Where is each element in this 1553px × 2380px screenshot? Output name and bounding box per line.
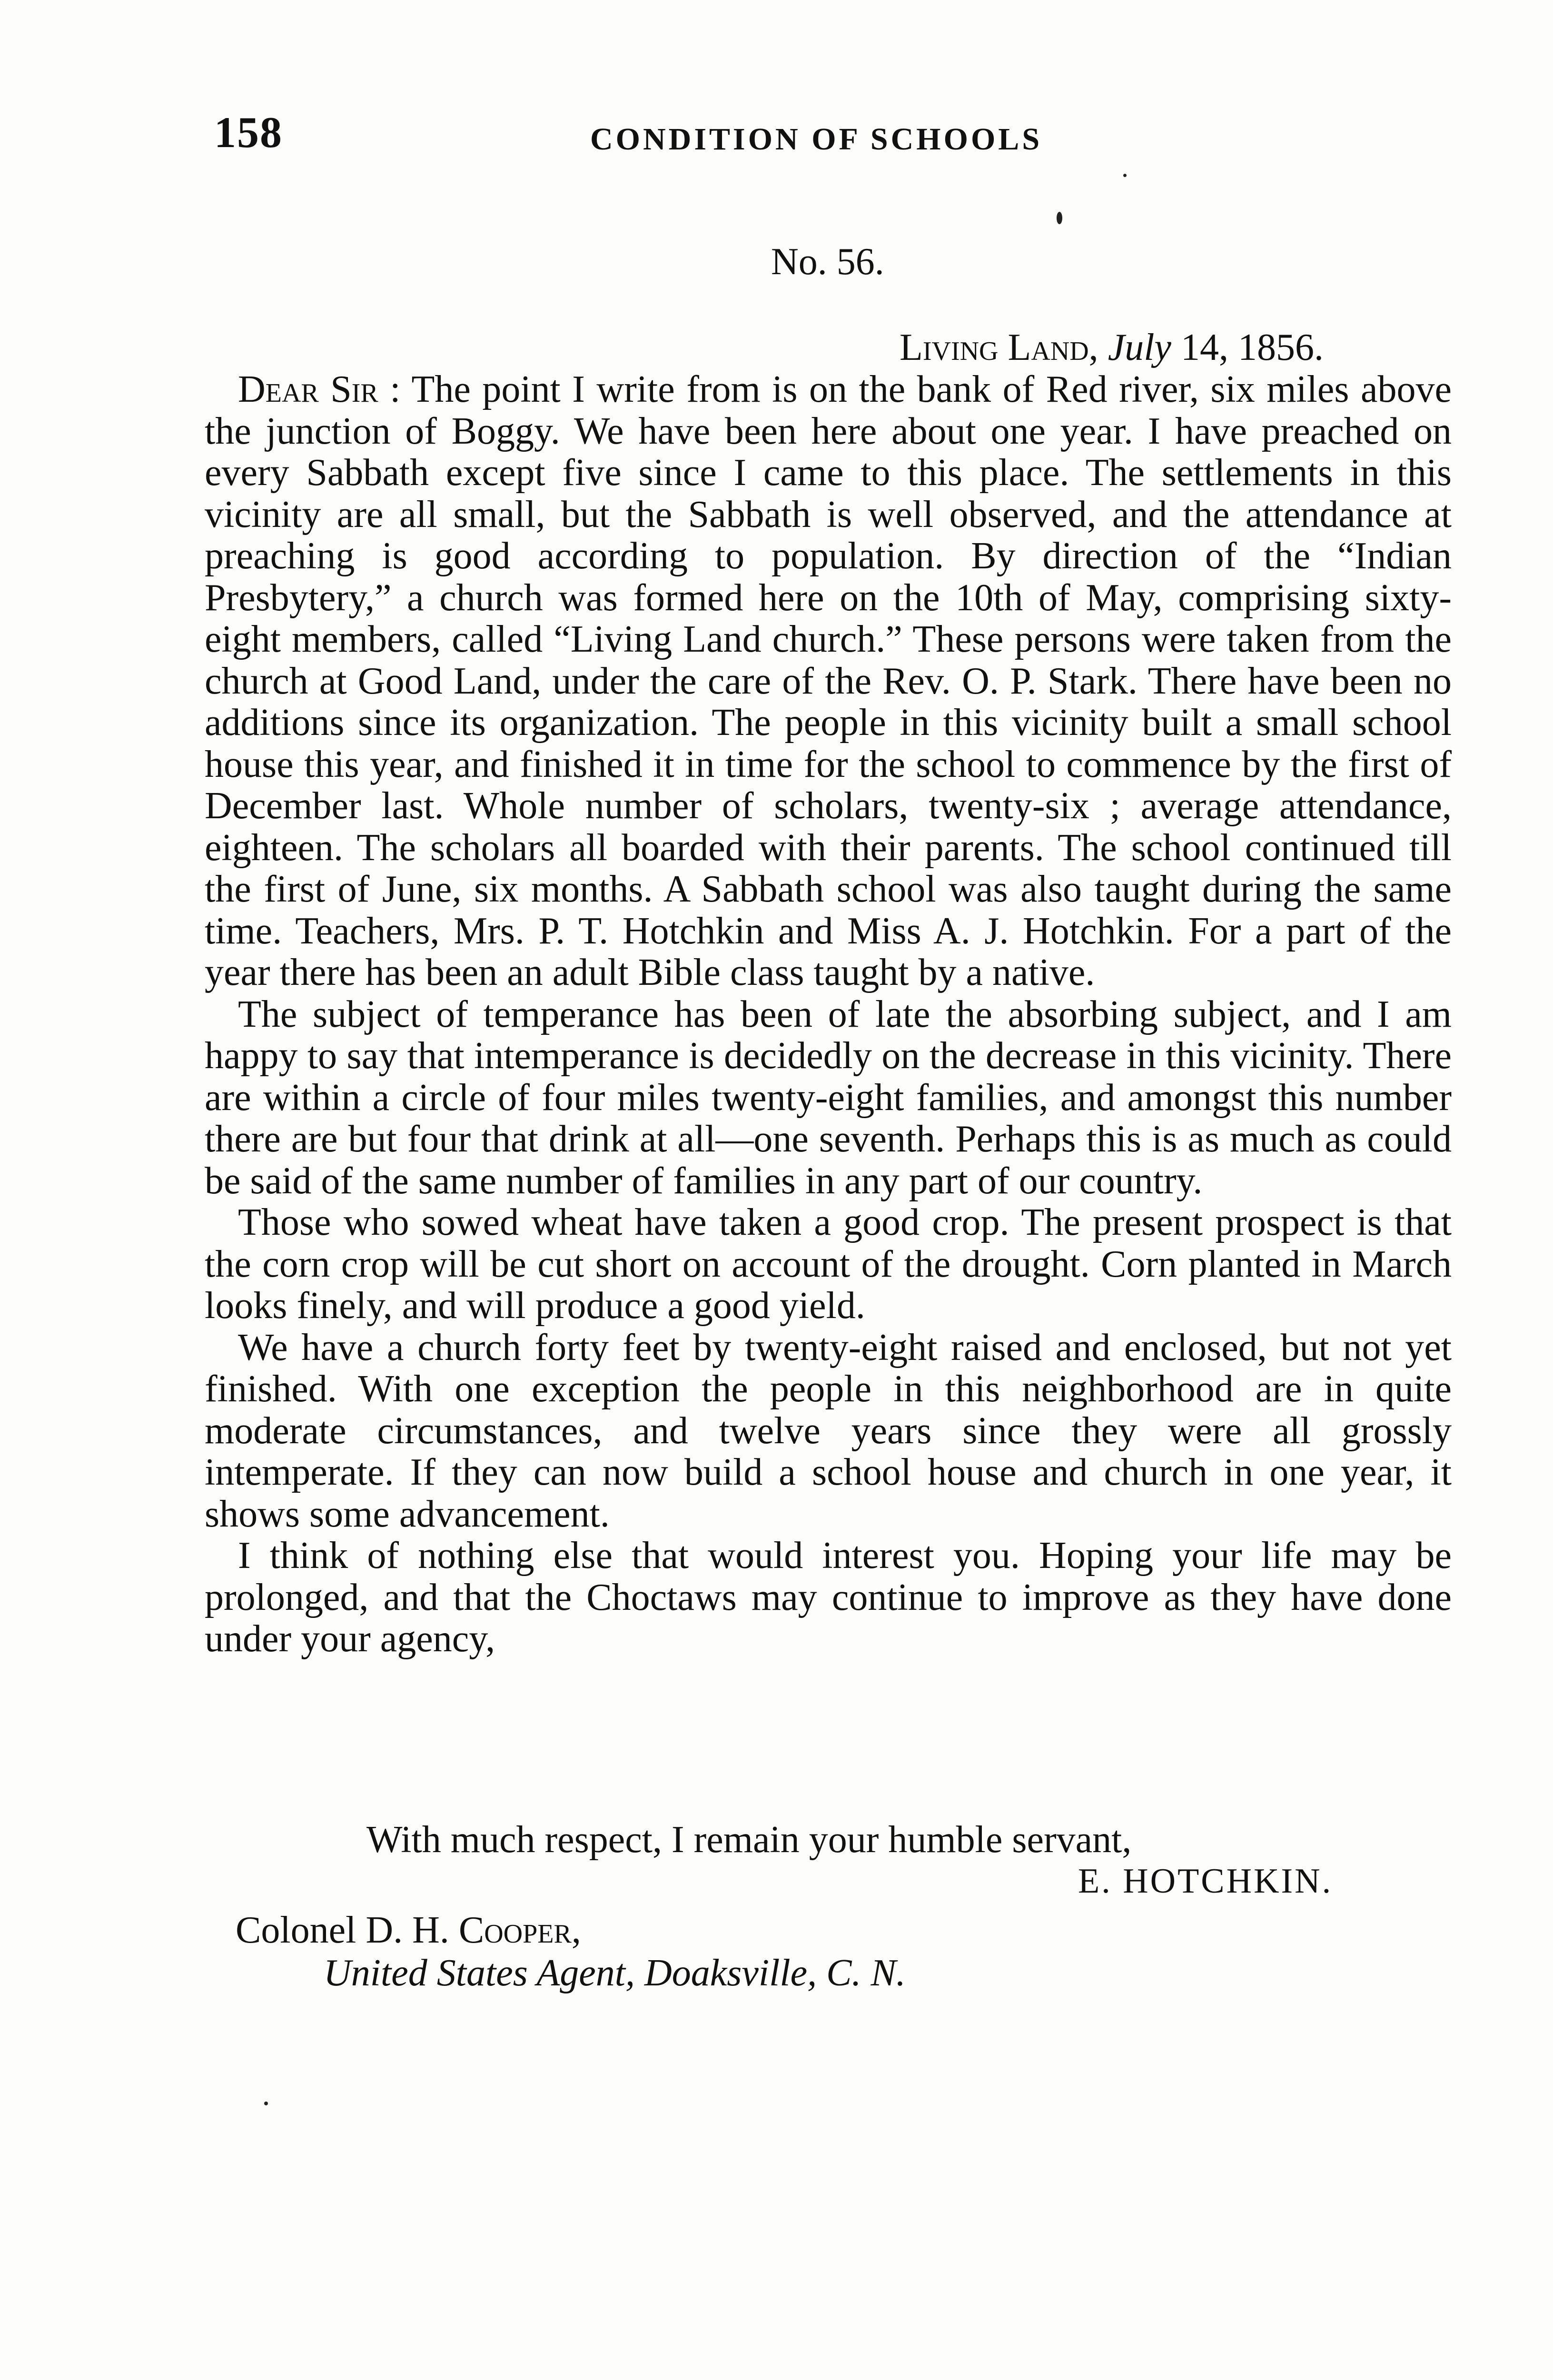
ink-speck bbox=[1057, 212, 1062, 224]
addressee-surname: Cooper, bbox=[458, 1909, 581, 1951]
addressee-title: United States Agent, Doaksville, C. N. bbox=[324, 1952, 906, 1994]
paragraph-2: The subject of temperance has been of late the absorbing subject, and I am happy to say that intemperance is decidedly on the decrease in this vicinity. There are within a circle of four miles twenty-eight families, and amongst this number there are but four that drink at all—one seventh. Perhaps this is as much as could be said of the same number of families in any part of our country. bbox=[205, 993, 1452, 1202]
paragraph-5: I think of nothing else that would interest you. Hoping your life may be prolonged, and that the Choctaws may continue to improve as they have done under your agency, bbox=[205, 1535, 1452, 1660]
running-head: CONDITION OF SCHOOLS bbox=[590, 122, 1043, 157]
closing: With much respect, I remain your humble servant, bbox=[366, 1819, 1132, 1861]
ink-speck bbox=[1123, 174, 1127, 177]
addressee-name bbox=[236, 1909, 581, 1952]
addressee-prefix: Colonel D. H. bbox=[236, 1909, 449, 1951]
paragraph-1-text: : The point I write from is on the bank of Red river, six miles above the junction of Boggy. We have been here about one year. I have preached on every Sabbath except five since I came to this place. The settlements in this vicinity are all small, but the Sabbath is well observed, and the attendance at preaching is good according to population. By direction of the “Indian Presbytery,” a church was formed here on the 10th of May, comprising sixty-eight members, called “Living Land church.” These persons were taken from the church at Good Land, under the care of the Rev. O. P. Stark. There have been no additions since its organization. The people in this vicinity built a small school house this year, and finished it in time for the school to commence by the first of December last. Whole number of scholars, twenty-six ; average attendance, eighteen. The scholars all boarded with their parents. The school continued till the first of June, six months. A Sabbath school was also taught during the same time. Teachers, Mrs. P. T. Hotchkin and Miss A. J. Hotchkin. For a part of the year there has been an adult Bible class taught by a native. bbox=[205, 368, 1452, 993]
paragraph-4: We have a church forty feet by twenty-eight raised and enclosed, but not yet finished. With one exception the people in this neighborhood are in quite moderate circumstances, and twelve years since they were all grossly intemperate. If they can now build a school house and church in one year, it shows some advancement. bbox=[205, 1326, 1452, 1535]
salutation: Dear Sir bbox=[238, 368, 378, 410]
ink-speck bbox=[264, 2102, 268, 2105]
page-number: 158 bbox=[214, 108, 283, 157]
dateline-place: Living Land, bbox=[900, 327, 1098, 368]
dateline bbox=[900, 326, 1324, 369]
dateline-date: 14, 1856. bbox=[1171, 327, 1324, 368]
signature: E. HOTCHKIN. bbox=[1078, 1862, 1333, 1901]
paragraph-1 bbox=[205, 369, 1452, 994]
dateline-month: July bbox=[1108, 327, 1171, 368]
letter-number: No. 56. bbox=[771, 241, 884, 283]
letter-body bbox=[205, 369, 1452, 1660]
paragraph-3: Those who sowed wheat have taken a good crop. The present prospect is that the corn crop will be cut short on account of the drought. Corn planted in March looks finely, and will produce a good yield. bbox=[205, 1201, 1452, 1327]
